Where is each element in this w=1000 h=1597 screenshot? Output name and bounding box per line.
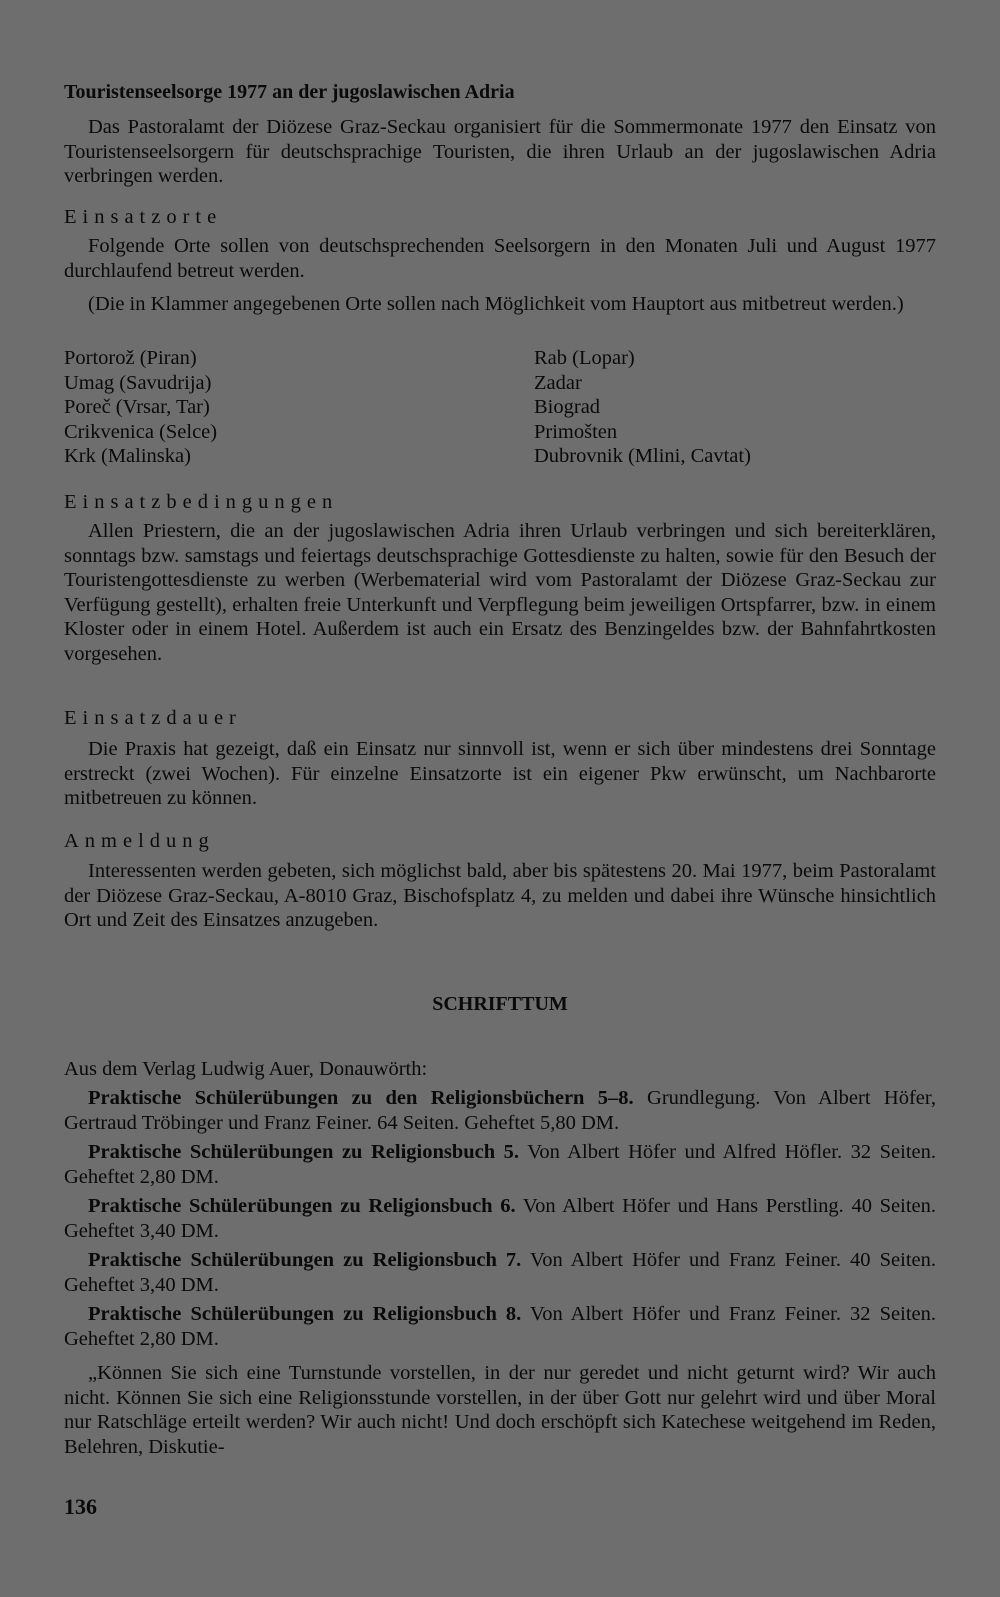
schrifttum-heading: SCHRIFTTUM — [432, 993, 568, 1015]
intro-paragraph: Das Pastoralamt der Diözese Graz-Seckau organisiert für die Sommermonate 1977 den Einsatz von Touristenseelsorgern für deutschsprachige Touristen, die ihren Urlaub an der jugoslawischen Adria verbringen werden. — [64, 116, 936, 187]
einsatzbedingungen-heading: Einsatzbedingungen — [64, 491, 339, 513]
book-details: Von Albert Höfer und Franz Feiner. 32 Seiten. Geheftet 2,80 DM. — [64, 1303, 936, 1350]
place-item: Rab (Lopar) — [534, 347, 635, 369]
book-details: Von Albert Höfer und Alfred Höfler. 32 Seiten. Geheftet 2,80 DM. — [64, 1141, 936, 1188]
place-item: Zadar — [534, 371, 582, 394]
book-details: Von Albert Höfer und Hans Perstling. 40 Seiten. Geheftet 3,40 DM. — [64, 1195, 936, 1242]
einsatzorte-paragraph-1: Folgende Orte sollen von deutschsprechenden Seelsorgern in den Monaten Juli und August 1977 durchlaufend betreut werden. — [64, 235, 936, 282]
einsatzorte-paragraph-2: (Die in Klammer angegebenen Orte sollen nach Möglichkeit vom Hauptort aus mitbetreut werden.) — [88, 293, 904, 315]
publisher-line: Aus dem Verlag Ludwig Auer, Donauwörth: — [64, 1058, 428, 1080]
anmeldung-paragraph: Interessenten werden gebeten, sich möglichst bald, aber bis spätestens 20. Mai 1977, beim Pastoralamt der Diözese Graz-Seckau, A-8010 Graz, Bischofsplatz 4, zu melden und dabei ihre Wünsche hinsichtlich Ort und Zeit des Einsatzes anzugeben. — [64, 860, 936, 931]
book-title: Praktische Schülerübungen zu den Religionsbüchern 5–8. — [88, 1087, 634, 1109]
places-right-column — [534, 346, 751, 469]
book-entry — [64, 1248, 936, 1297]
place-item: Portorož (Piran) — [64, 347, 197, 369]
place-item: Primošten — [534, 420, 618, 443]
einsatzbedingungen-paragraph: Allen Priestern, die an der jugoslawischen Adria ihren Urlaub verbringen und sich bereiterklären, sonntags bzw. samstags und feiertags deutschsprachige Gottesdienste zu halten, sowie für den Besuch der Touristengottesdienste zu werben (Werbematerial wird vom Pastoralamt der Diözese Graz-Seckau zur Verfügung gestellt), erhalten freie Unterkunft und Verpflegung beim jeweiligen Ortspfarrer, bzw. in einem Kloster oder in einem Hotel. Außerdem ist auch ein Ersatz des Benzingeldes bzw. der Bahnfahrtkosten vorgesehen. — [64, 520, 936, 665]
page-number: 136 — [64, 1494, 97, 1519]
book-title: Praktische Schülerübungen zu Religionsbuch 7. — [88, 1249, 522, 1271]
einsatzdauer-heading: Einsatzdauer — [64, 707, 242, 729]
einsatzdauer-paragraph: Die Praxis hat gezeigt, daß ein Einsatz nur sinnvoll ist, wenn er sich über mindestens drei Sonntage erstreckt (zwei Wochen). Für einzelne Einsatzorte ist ein eigener Pkw erwünscht, um Nachbarorte mitbetreuen zu können. — [64, 738, 936, 809]
anmeldung-heading: Anmeldung — [64, 830, 215, 852]
book-entry — [64, 1302, 936, 1351]
section-title: Touristenseelsorge 1977 an der jugoslawischen Adria — [64, 81, 515, 103]
place-item: Krk (Malinska) — [64, 445, 191, 467]
place-item: Dubrovnik (Mlini, Cavtat) — [534, 445, 751, 467]
book-details: Grundlegung. Von Albert Höfer, Gertraud Tröbinger und Franz Feiner. 64 Seiten. Geheftet 5,80 DM. — [64, 1087, 937, 1134]
book-entry — [64, 1194, 936, 1243]
book-details: Von Albert Höfer und Franz Feiner. 40 Seiten. Geheftet 3,40 DM. — [64, 1249, 936, 1296]
book-title: Praktische Schülerübungen zu Religionsbuch 5. — [88, 1141, 520, 1163]
einsatzorte-heading: Einsatzorte — [64, 206, 223, 228]
place-item: Poreč (Vrsar, Tar) — [64, 396, 210, 418]
places-left-column — [64, 346, 217, 469]
place-item: Crikvenica (Selce) — [64, 420, 218, 443]
place-item: Umag (Savudrija) — [64, 371, 212, 394]
book-entry — [64, 1086, 936, 1135]
book-title: Praktische Schülerübungen zu Religionsbuch 8. — [88, 1303, 522, 1325]
quote-paragraph: „Können Sie sich eine Turnstunde vorstellen, in der nur geredet und nicht geturnt wird? Wir auch nicht. Können Sie sich eine Religionsstunde vorstellen, in der über Gott nur gelehrt wird und über Moral nur Ratschläge erteilt werden? Wir auch nicht! Und doch erschöpft sich Katechese weitgehend im Reden, Belehren, Diskutie- — [64, 1362, 936, 1458]
book-title: Praktische Schülerübungen zu Religionsbuch 6. — [88, 1195, 516, 1217]
book-entry — [64, 1140, 936, 1189]
place-item: Biograd — [534, 396, 601, 418]
